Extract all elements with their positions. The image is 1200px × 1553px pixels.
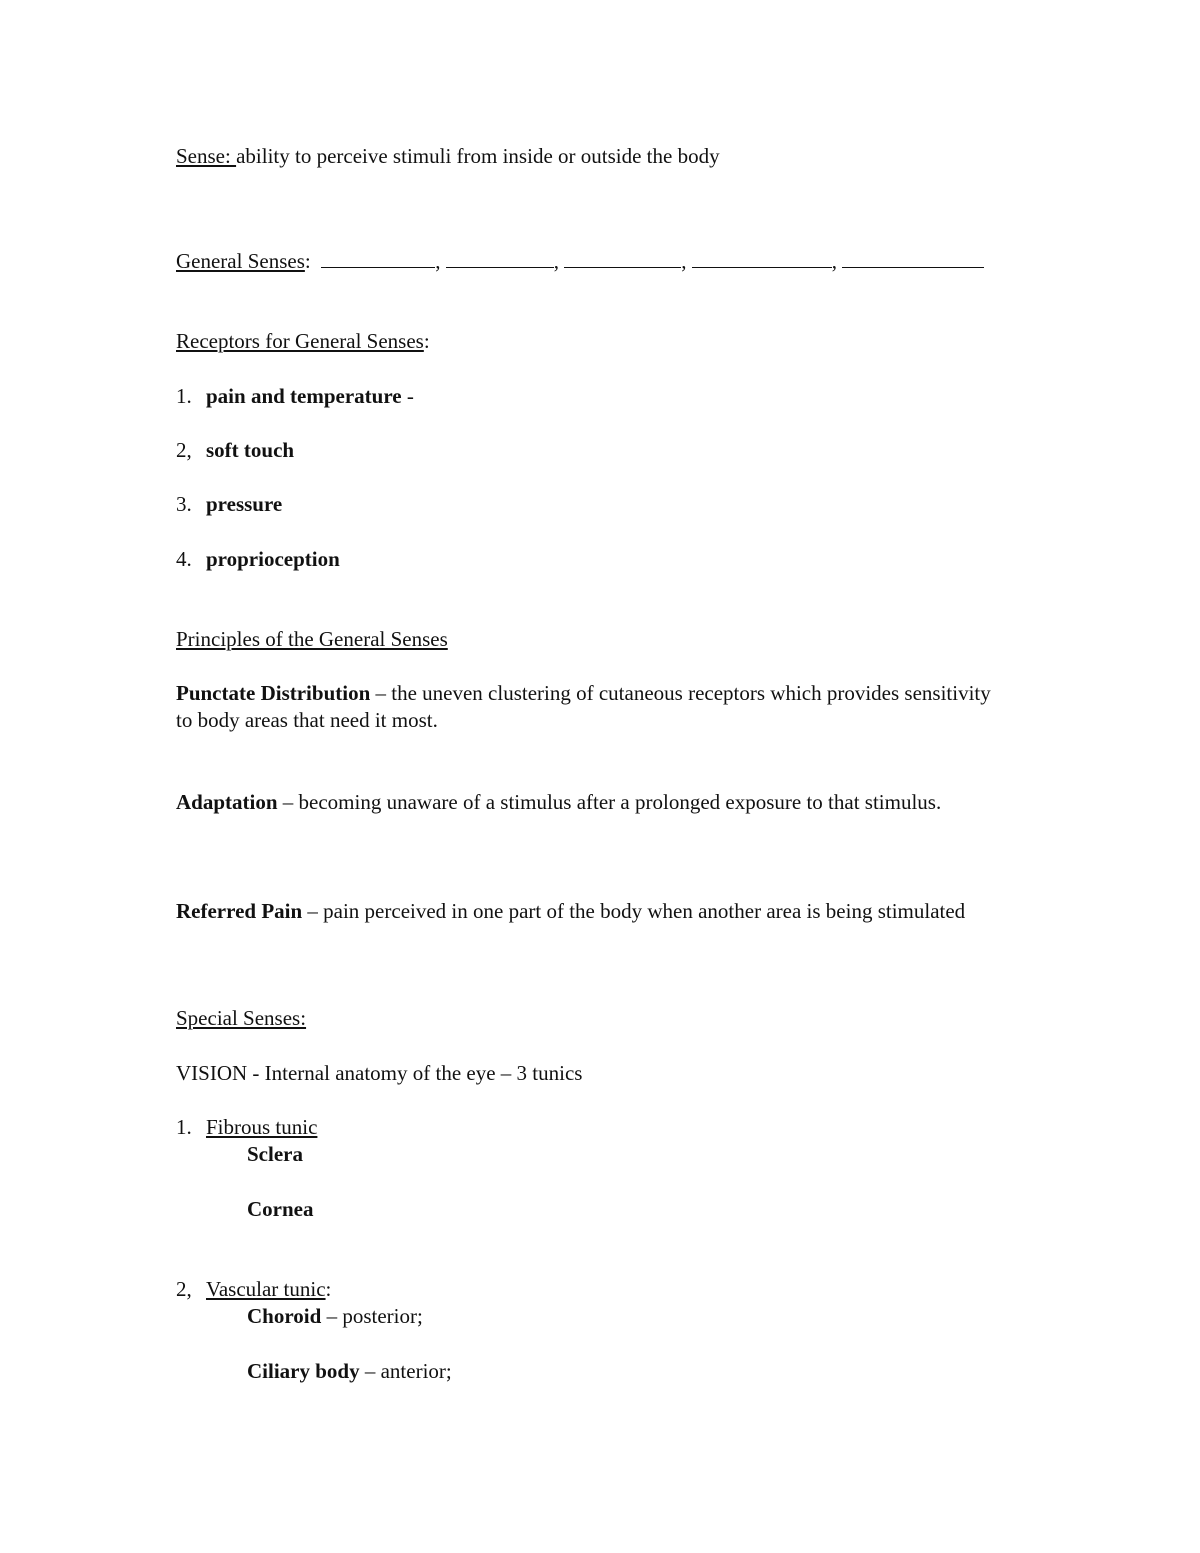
receptor-item: 1. pain and temperature - bbox=[176, 384, 414, 408]
receptor-item: 3. pressure bbox=[176, 492, 283, 516]
receptor-item: 2, soft touch bbox=[176, 438, 295, 462]
blank-4 bbox=[692, 249, 832, 268]
sense-definition-text: ability to perceive stimuli from inside or outside the body bbox=[236, 144, 720, 168]
sense-definition bbox=[176, 143, 720, 170]
blank-3 bbox=[564, 249, 681, 268]
blank-1 bbox=[321, 249, 435, 268]
blank-2 bbox=[446, 249, 554, 268]
tunic-vascular: 2, Vascular tunic: bbox=[176, 1277, 332, 1301]
general-senses-line: General Senses: , , , , bbox=[176, 248, 984, 275]
sense-term: Sense: bbox=[176, 144, 237, 168]
receptors-heading: Receptors for General Senses: bbox=[176, 329, 430, 353]
vision-line: VISION - Internal anatomy of the eye – 3 tunics bbox=[176, 1061, 583, 1085]
tunic-part-sclera: Sclera bbox=[247, 1142, 303, 1166]
special-senses-heading: Special Senses: bbox=[176, 1006, 307, 1030]
tunic-fibrous: 1. Fibrous tunic bbox=[176, 1115, 318, 1139]
principle-adaptation: Adaptation – becoming unaware of a stimulus after a prolonged exposure to that stimulus. bbox=[176, 790, 942, 814]
general-senses-label: General Senses bbox=[176, 249, 305, 273]
tunic-part-ciliary-body: Ciliary body – anterior; bbox=[247, 1359, 452, 1383]
principle-punctate-distribution: Punctate Distribution – the uneven clustering of cutaneous receptors which provides sensitivity to body areas that need it most. bbox=[176, 681, 991, 732]
receptor-item: 4. proprioception bbox=[176, 547, 340, 571]
blank-5 bbox=[842, 249, 984, 268]
tunic-part-cornea: Cornea bbox=[247, 1197, 314, 1221]
principle-referred-pain: Referred Pain – pain perceived in one part of the body when another area is being stimulated bbox=[176, 899, 966, 923]
principles-heading: Principles of the General Senses bbox=[176, 627, 448, 651]
tunic-part-choroid: Choroid – posterior; bbox=[247, 1304, 423, 1328]
